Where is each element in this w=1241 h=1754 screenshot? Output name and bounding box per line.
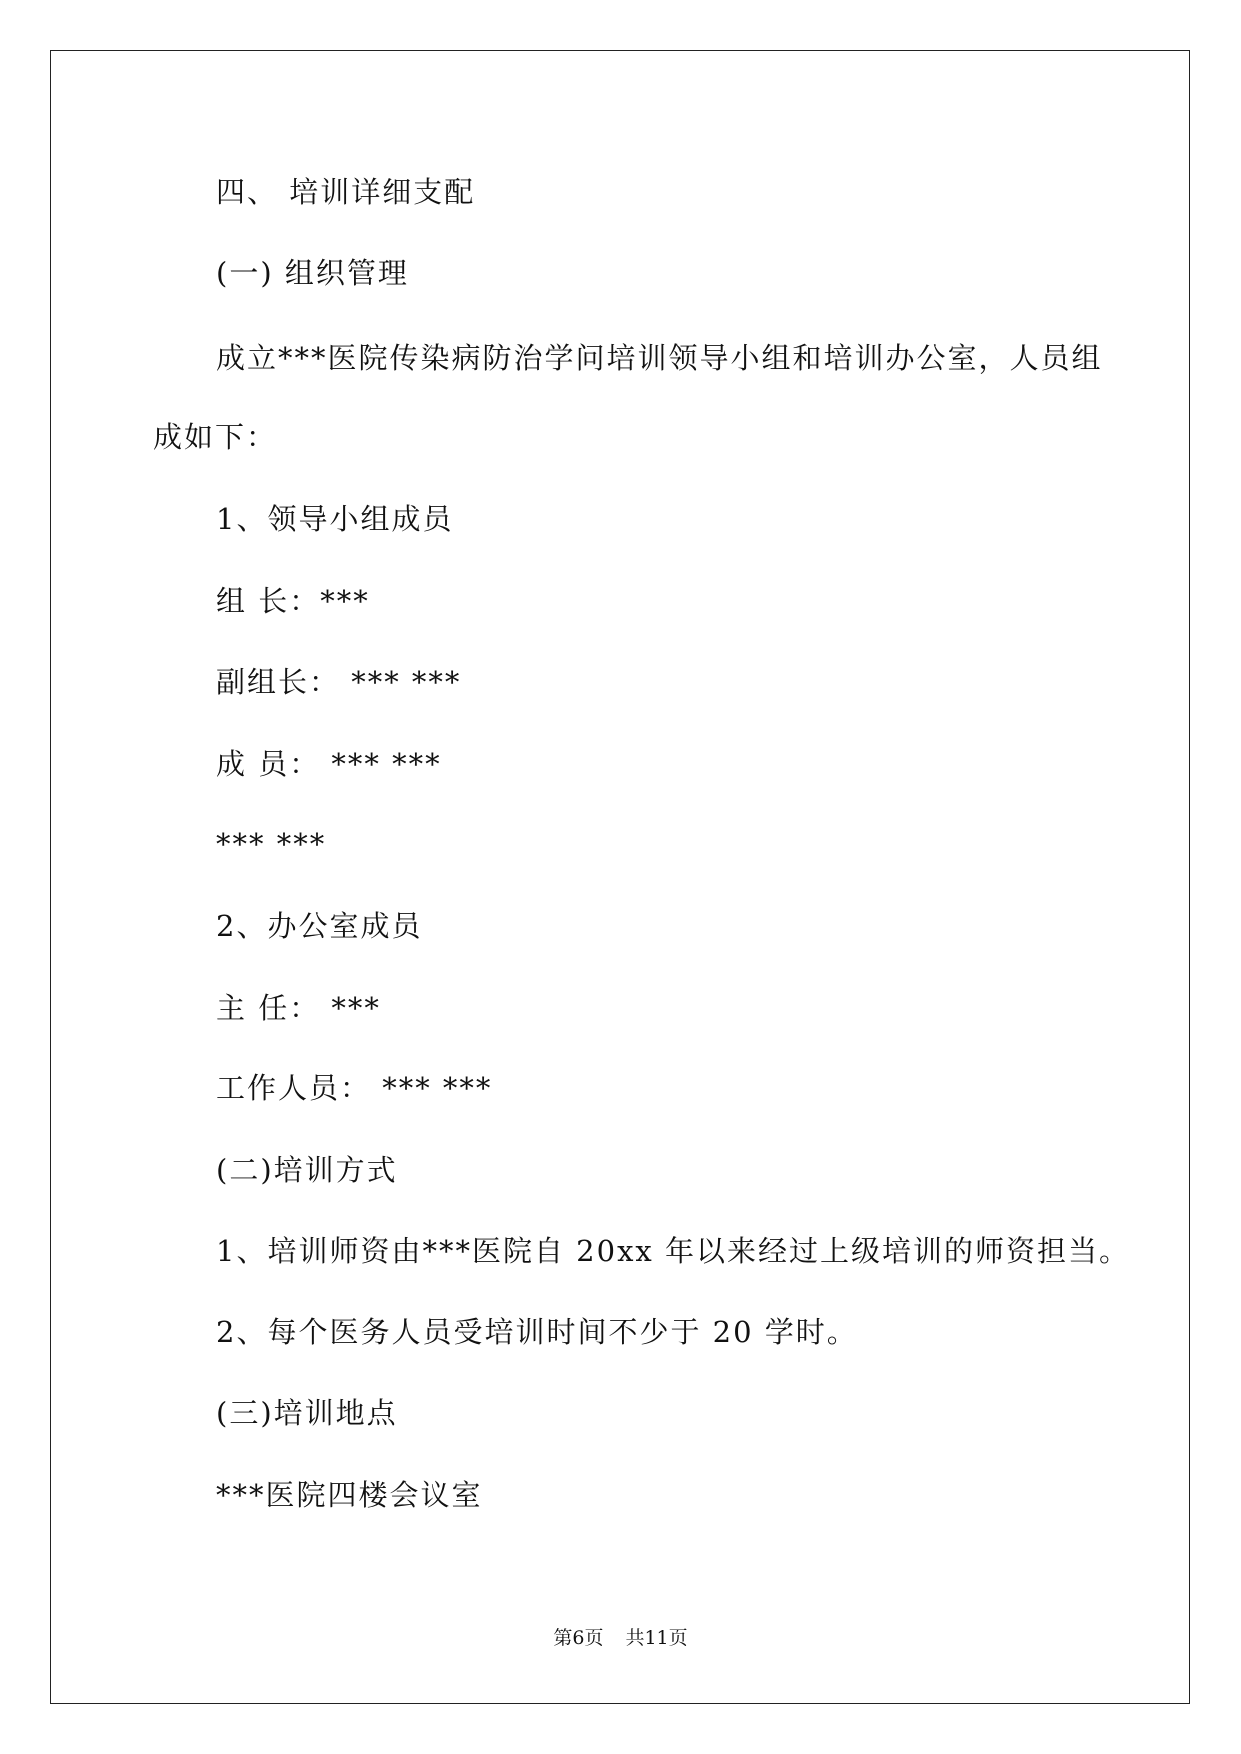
members-continued-line: *** *** — [216, 827, 327, 861]
section-heading-4: 四、 培训详细支配 — [216, 175, 476, 209]
subsection-heading-2: (二)培训方式 — [216, 1153, 398, 1187]
training-method-item-1: 1、培训师资由***医院自 20xx 年以来经过上级培训的师资担当。 — [216, 1234, 1130, 1268]
page-footer — [0, 1623, 1241, 1650]
list-heading-office: 2、办公室成员 — [216, 909, 423, 943]
leader-line: 组 长：*** — [216, 584, 370, 618]
director-line: 主 任： *** — [216, 991, 381, 1025]
training-method-item-2: 2、每个医务人员受培训时间不少于 20 学时。 — [216, 1315, 858, 1349]
training-location: ***医院四楼会议室 — [216, 1478, 483, 1512]
paragraph-line-2: 成如下： — [153, 420, 278, 454]
subsection-heading-1: (一) 组织管理 — [216, 256, 409, 290]
staff-line: 工作人员： *** *** — [216, 1071, 493, 1105]
members-line: 成 员： *** *** — [216, 747, 442, 781]
deputy-leader-line: 副组长： *** *** — [216, 665, 462, 699]
paragraph-line-1: 成立***医院传染病防治学问培训领导小组和培训办公室，人员组 — [216, 341, 1103, 375]
list-heading-leaders: 1、领导小组成员 — [216, 502, 454, 536]
page-total: 共11页 — [625, 1627, 688, 1649]
subsection-heading-3: (三)培训地点 — [216, 1396, 398, 1430]
page-number: 第6页 — [553, 1627, 604, 1649]
page-frame — [50, 50, 1190, 1704]
